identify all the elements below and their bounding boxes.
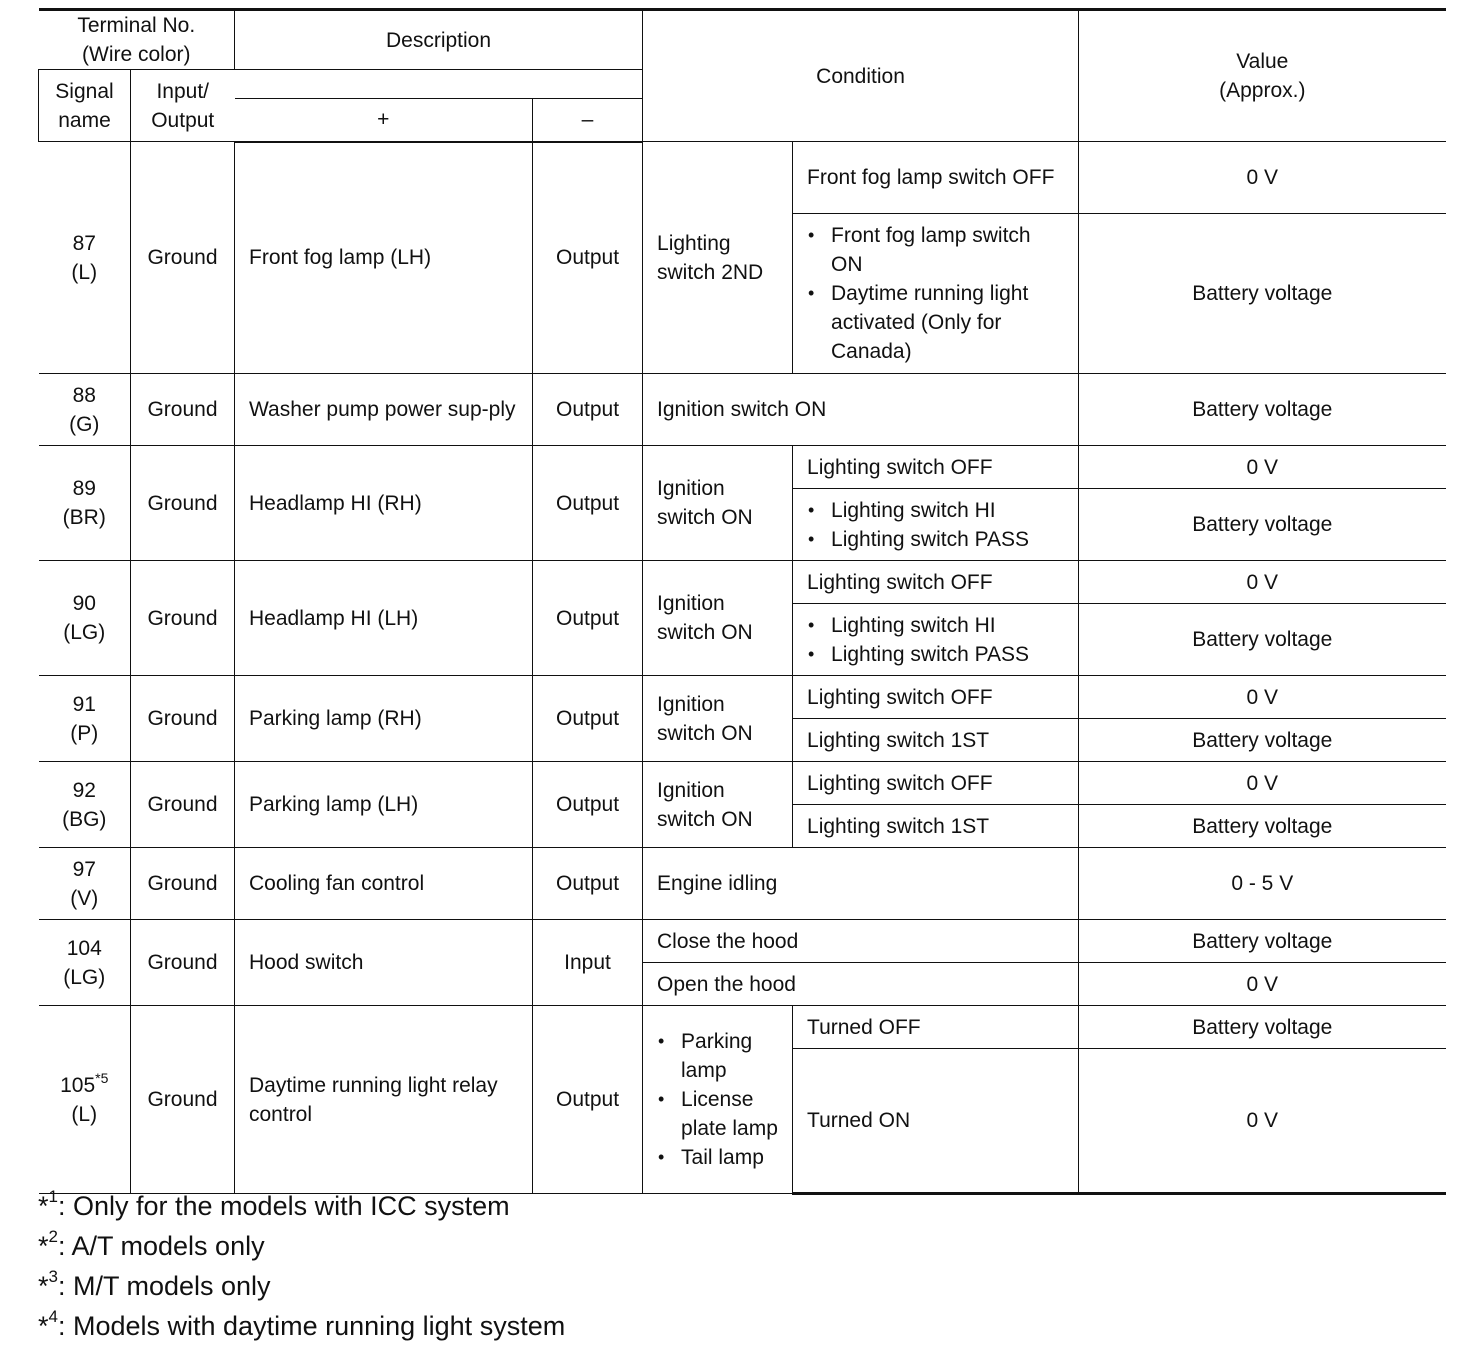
footnotes <box>38 1186 565 1346</box>
wire-color: (P) <box>70 721 99 745</box>
footnote <box>38 1226 565 1266</box>
signal-name-cell: Washer pump power sup-ply <box>235 374 533 446</box>
value-label: Value <box>1236 50 1289 73</box>
sub-condition-cell: Lighting switch OFF <box>793 561 1079 604</box>
ground-cell: Ground <box>131 446 235 561</box>
footnote-text: : Only for the models with ICC system <box>57 1191 510 1221</box>
ground-cell: Ground <box>131 374 235 446</box>
sub-condition-cell <box>793 604 1079 676</box>
minus-header: – <box>533 99 643 142</box>
value-cell: Battery voltage <box>1079 1006 1446 1049</box>
input-output-label-1: Input/ <box>156 79 210 103</box>
value-cell: Battery voltage <box>1079 920 1446 963</box>
footnote-mark: *5 <box>95 1069 109 1086</box>
sub-condition-cell: Lighting switch 1ST <box>793 805 1079 848</box>
bullet-item: • Lighting switch HI <box>807 496 1064 525</box>
ground-cell: Ground <box>131 1006 235 1194</box>
value-cell: 0 - 5 V <box>1079 848 1446 920</box>
value-cell: Battery voltage <box>1079 604 1446 676</box>
terminal-number: 92 <box>72 778 96 802</box>
bullet-list <box>807 496 1064 554</box>
terminal-number: 104 <box>66 936 102 960</box>
condition-main-cell: Ignition switch ON <box>643 762 793 848</box>
wire-color: (G) <box>69 412 100 436</box>
signal-name-cell: Daytime running light relay control <box>235 1006 533 1194</box>
value-cell: Battery voltage <box>1079 719 1446 762</box>
bullet-item: • Daytime running light activated (Only for Canada) <box>807 279 1064 366</box>
signal-name-cell: Hood switch <box>235 920 533 1006</box>
bullet-list <box>807 221 1064 366</box>
wire-color: (BG) <box>62 807 107 831</box>
condition-main-cell: Ignition switch ON <box>643 561 793 676</box>
terminal-cell <box>39 561 131 676</box>
footnote-asterisk: * <box>38 1271 49 1301</box>
table-row <box>39 676 1446 719</box>
wire-color-label: (Wire color) <box>82 43 191 66</box>
bullet-item: • Lighting switch HI <box>807 611 1064 640</box>
value-cell: 0 V <box>1079 446 1446 489</box>
terminal-cell <box>39 374 131 446</box>
header-row-1 <box>39 10 1446 70</box>
description-header: Description <box>235 10 643 70</box>
terminal-number <box>53 1071 117 1100</box>
condition-cell: Engine idling <box>643 848 1079 920</box>
value-cell: Battery voltage <box>1079 805 1446 848</box>
footnote-text: : M/T models only <box>57 1271 271 1301</box>
terminal-no-label: Terminal No. <box>77 14 196 37</box>
footnote <box>38 1266 565 1306</box>
bullet-item: • Tail lamp <box>657 1143 786 1172</box>
bullet-item: • License plate lamp <box>657 1085 786 1143</box>
value-cell: 0 V <box>1079 963 1446 1006</box>
terminal-number: 90 <box>72 592 96 615</box>
wire-color: (LG) <box>63 621 106 644</box>
sub-condition-cell <box>793 489 1079 561</box>
terminal-cell <box>39 676 131 762</box>
footnote <box>38 1186 565 1226</box>
terminal-value-table <box>38 8 1446 1195</box>
bullet-item: • Lighting switch PASS <box>807 640 1064 669</box>
terminal-cell <box>39 920 131 1006</box>
table-row <box>39 446 1446 489</box>
sub-condition-cell: Lighting switch 1ST <box>793 719 1079 762</box>
signal-name-cell: Headlamp HI (RH) <box>235 446 533 561</box>
footnote-asterisk: * <box>38 1311 49 1341</box>
signal-name-header: Signal name <box>39 70 131 142</box>
ground-cell: Ground <box>131 561 235 676</box>
terminal-number: 91 <box>72 692 96 716</box>
condition-cell: Open the hood <box>643 963 1079 1006</box>
io-cell: Output <box>533 561 643 676</box>
terminal-number-text: 105 <box>60 1073 96 1097</box>
condition-main-cell: Ignition switch ON <box>643 676 793 762</box>
ground-cell: Ground <box>131 142 235 374</box>
io-cell: Output <box>533 1006 643 1194</box>
table-row <box>39 920 1446 963</box>
io-cell: Output <box>533 446 643 561</box>
ground-cell: Ground <box>131 676 235 762</box>
io-cell: Output <box>533 762 643 848</box>
io-cell: Input <box>533 920 643 1006</box>
sub-condition-cell: Turned ON <box>793 1049 1079 1194</box>
table-row <box>39 561 1446 604</box>
signal-name-cell: Parking lamp (LH) <box>235 762 533 848</box>
sub-condition-cell <box>793 214 1079 374</box>
table-row <box>39 848 1446 920</box>
footnote-asterisk: * <box>38 1191 49 1221</box>
bullet-item: • Lighting switch PASS <box>807 525 1064 554</box>
footnote-text: : Models with daytime running light system <box>57 1311 566 1341</box>
bullet-item: • Front fog lamp switch ON <box>807 221 1064 279</box>
bullet-item: • Parking lamp <box>657 1027 786 1085</box>
approx-label: (Approx.) <box>1219 79 1306 102</box>
wire-color: (BR) <box>62 506 106 529</box>
signal-name-cell: Cooling fan control <box>235 848 533 920</box>
value-cell: 0 V <box>1079 142 1446 214</box>
value-header <box>1079 10 1446 142</box>
input-output-header <box>131 70 235 142</box>
bullet-list <box>807 611 1064 669</box>
input-output-label-2: Output <box>151 108 215 132</box>
footnote-number: 1 <box>48 1187 58 1206</box>
value-cell: Battery voltage <box>1079 489 1446 561</box>
terminal-number: 97 <box>72 857 96 881</box>
sub-condition-cell: Lighting switch OFF <box>793 762 1079 805</box>
footnote-text: : A/T models only <box>57 1231 265 1261</box>
signal-name-cell: Parking lamp (RH) <box>235 676 533 762</box>
value-cell: 0 V <box>1079 561 1446 604</box>
wire-color: (LG) <box>63 965 106 989</box>
table-row <box>39 142 1446 214</box>
sub-condition-cell: Turned OFF <box>793 1006 1079 1049</box>
value-cell: 0 V <box>1079 1049 1446 1194</box>
wire-color: (L) <box>71 1102 98 1126</box>
table-row <box>39 1006 1446 1049</box>
sub-condition-cell: Lighting switch OFF <box>793 676 1079 719</box>
terminal-cell <box>39 142 131 374</box>
terminal-cell <box>39 446 131 561</box>
sub-condition-cell: Lighting switch OFF <box>793 446 1079 489</box>
io-cell: Output <box>533 848 643 920</box>
io-cell: Output <box>533 676 643 762</box>
plus-header: + <box>235 99 533 142</box>
io-cell: Output <box>533 374 643 446</box>
value-cell: Battery voltage <box>1079 214 1446 374</box>
bullet-list <box>657 1027 786 1172</box>
ground-cell: Ground <box>131 848 235 920</box>
condition-main-cell <box>643 1006 793 1194</box>
terminal-number: 89 <box>72 477 96 500</box>
value-cell: 0 V <box>1079 676 1446 719</box>
footnote <box>38 1306 565 1346</box>
ground-cell: Ground <box>131 920 235 1006</box>
value-cell: Battery voltage <box>1079 374 1446 446</box>
signal-name-cell: Headlamp HI (LH) <box>235 561 533 676</box>
table-row <box>39 762 1446 805</box>
terminal-cell <box>39 762 131 848</box>
sub-condition-cell: Front fog lamp switch OFF <box>793 142 1079 214</box>
wire-color: (V) <box>70 886 99 910</box>
io-cell: Output <box>533 142 643 374</box>
signal-name-cell: Front fog lamp (LH) <box>235 142 533 374</box>
ground-cell: Ground <box>131 762 235 848</box>
condition-header: Condition <box>643 10 1079 142</box>
footnote-number: 3 <box>48 1267 58 1286</box>
terminal-number: 88 <box>72 383 96 407</box>
table-row <box>39 374 1446 446</box>
condition-cell: Close the hood <box>643 920 1079 963</box>
footnote-number: 4 <box>48 1307 58 1326</box>
condition-main-cell: Ignition switch ON <box>643 446 793 561</box>
wire-color: (L) <box>71 260 98 284</box>
terminal-number: 87 <box>72 231 96 255</box>
value-cell: 0 V <box>1079 762 1446 805</box>
footnote-asterisk: * <box>38 1231 49 1261</box>
terminal-no-header <box>39 10 235 70</box>
terminal-cell <box>39 848 131 920</box>
footnote-number: 2 <box>48 1227 58 1246</box>
terminal-cell <box>39 1006 131 1194</box>
condition-main-cell: Lighting switch 2ND <box>643 142 793 374</box>
condition-cell: Ignition switch ON <box>643 374 1079 446</box>
